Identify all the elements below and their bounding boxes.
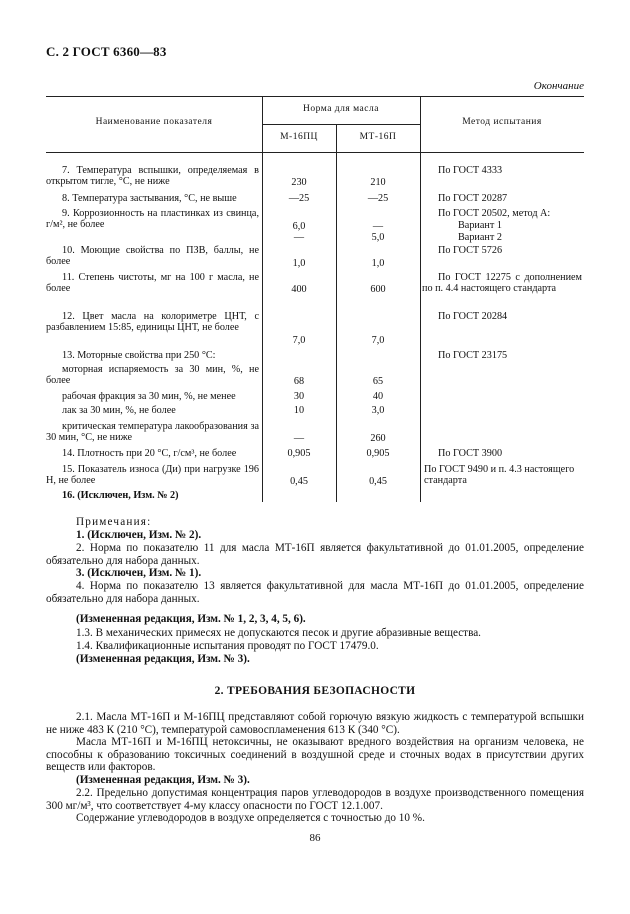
notes-title: Примечания:	[76, 516, 152, 528]
col-header-mt16p: МТ-16П	[359, 132, 397, 142]
row-value-mt16p: 260	[370, 433, 386, 444]
paragraph-1-4: 1.4. Квалификационные испытания проводят по ГОСТ 17479.0.	[76, 640, 379, 652]
paragraph-2-1: 2.1. Масла МТ-16П и М-16ПЦ представляют собой горючую вязкую жидкость с температурой вспышки не ниже 483 К (210 °С), температурой самовоспламенения 613 К (340 °С).	[46, 711, 584, 736]
row-value-m16pc: 68	[293, 376, 305, 387]
row-method: По ГОСТ 20502, метод А:	[438, 208, 551, 219]
row-value-m16pc: 0,45	[290, 476, 308, 487]
row-value-m16pc: 7,0	[292, 335, 306, 346]
row-method-variant-1: Вариант 1	[458, 220, 502, 231]
row-value-mt16p: 65	[372, 376, 384, 387]
row-value-mt16p: 7,0	[371, 335, 385, 346]
row-value-mt16p: —	[372, 221, 384, 232]
row-name: 15. Показатель износа (Ди) при нагрузке 196 Н, не более	[46, 464, 259, 487]
row-name: 10. Моющие свойства по ПЗВ, баллы, не более	[46, 245, 259, 268]
row-name: моторная испаряемость за 30 мин, %, не более	[46, 364, 259, 387]
row-name: 12. Цвет масла на колориметре ЦНТ, с разбавлением 15:85, единицы ЦНТ, не более	[46, 311, 259, 334]
row-method: По ГОСТ 20287	[438, 193, 508, 204]
row-value-mt16p: 0,45	[369, 476, 387, 487]
row-name: рабочая фракция за 30 мин, %, не менее	[62, 391, 236, 402]
row-value-mt16p: 40	[372, 391, 384, 402]
row-value-m16pc: 230	[291, 177, 307, 188]
revision-note: (Измененная редакция, Изм. № 3).	[76, 774, 250, 786]
col-header-indicator: Наименование показателя	[95, 117, 213, 127]
row-method: По ГОСТ 20284	[438, 311, 508, 322]
col-header-method: Метод испытания	[462, 117, 542, 127]
row-name: 16. (Исключен, Изм. № 2)	[62, 490, 179, 501]
row-name: 11. Степень чистоты, мг на 100 г масла, не более	[46, 272, 259, 295]
note-item: 3. (Исключен, Изм. № 1).	[76, 567, 202, 579]
row-name: 7. Температура вспышки, определяемая в открытом тигле, °С, не ниже	[46, 165, 259, 188]
row-method: По ГОСТ 5726	[438, 245, 503, 256]
note-item: 1. (Исключен, Изм. № 2).	[76, 529, 202, 541]
row-value-m16pc-2: —	[293, 232, 305, 243]
row-value-mt16p: —25	[367, 193, 389, 204]
paragraph-2-1-continued: Масла МТ-16П и М-16ПЦ нетоксичны, не оказывают вредного воздействия на организм человека, не способны к образованию токсичных соединений в воздушной среде и сточных водах в присутствии других веществ или факторов.	[46, 736, 584, 774]
row-value-mt16p: 1,0	[371, 258, 385, 269]
row-name: 14. Плотность при 20 °С, г/см³, не более	[62, 448, 237, 459]
row-method: По ГОСТ 4333	[438, 165, 503, 176]
row-method: По ГОСТ 12275 с дополнением по п. 4.4 настоящего стандарта	[422, 272, 582, 295]
table-caption: Окончание	[533, 80, 584, 92]
row-value-mt16p: 0,905	[366, 448, 390, 459]
row-value-m16pc: 0,905	[287, 448, 311, 459]
row-method: По ГОСТ 9490 и п. 4.3 настоящего стандарта	[424, 464, 575, 487]
row-name: 8. Температура застывания, °С, не выше	[62, 193, 237, 204]
note-item: 2. Норма по показателю 11 для масла МТ-16П является факультативной до 01.01.2005, определение обязательно для набора данных.	[46, 542, 584, 567]
note-item: 4. Норма по показателю 13 является факультативной для масла МТ-16П до 01.01.2005, определение обязательно для набора данных.	[46, 580, 584, 605]
row-value-mt16p-2: 5,0	[371, 232, 385, 243]
section-title: 2. ТРЕБОВАНИЯ БЕЗОПАСНОСТИ	[214, 685, 416, 697]
col-header-m16pc: М-16ПЦ	[280, 132, 318, 142]
row-name: лак за 30 мин, %, не более	[62, 405, 176, 416]
row-value-m16pc: 6,0	[292, 221, 306, 232]
paragraph-2-2: 2.2. Предельно допустимая концентрация паров углеводородов в воздухе производственного помещения 300 мг/м³, что соответствует 4-му классу опасности по ГОСТ 12.1.007.	[46, 787, 584, 812]
row-value-mt16p: 600	[370, 284, 386, 295]
row-value-m16pc: 30	[293, 391, 305, 402]
row-value-mt16p: 210	[370, 177, 386, 188]
row-value-m16pc: 10	[293, 405, 305, 416]
paragraph-2-2-continued: Содержание углеводородов в воздухе определяется с точностью до 10 %.	[76, 812, 425, 824]
revision-note: (Измененная редакция, Изм. № 1, 2, 3, 4, 5, 6).	[76, 613, 306, 625]
row-value-m16pc: —25	[288, 193, 310, 204]
row-value-m16pc: 400	[291, 284, 307, 295]
paragraph-1-3: 1.3. В механических примесях не допускаются песок и другие абразивные вещества.	[76, 627, 481, 639]
row-value-m16pc: —	[293, 433, 305, 444]
revision-note: (Измененная редакция, Изм. № 3).	[76, 653, 250, 665]
page-number: 86	[309, 832, 321, 844]
row-name: критическая температура лакообразования за 30 мин, °С, не ниже	[46, 421, 259, 444]
col-header-norm: Норма для масла	[303, 104, 379, 114]
row-value-mt16p: 3,0	[371, 405, 385, 416]
row-method: По ГОСТ 3900	[438, 448, 503, 459]
row-name: 13. Моторные свойства при 250 °С:	[62, 350, 216, 361]
row-name: 9. Коррозионность на пластинках из свинца, г/м², не более	[46, 208, 259, 231]
row-value-m16pc: 1,0	[292, 258, 306, 269]
row-method: По ГОСТ 23175	[438, 350, 508, 361]
row-method-variant-2: Вариант 2	[458, 232, 502, 243]
page-header: С. 2 ГОСТ 6360—83	[46, 44, 167, 59]
